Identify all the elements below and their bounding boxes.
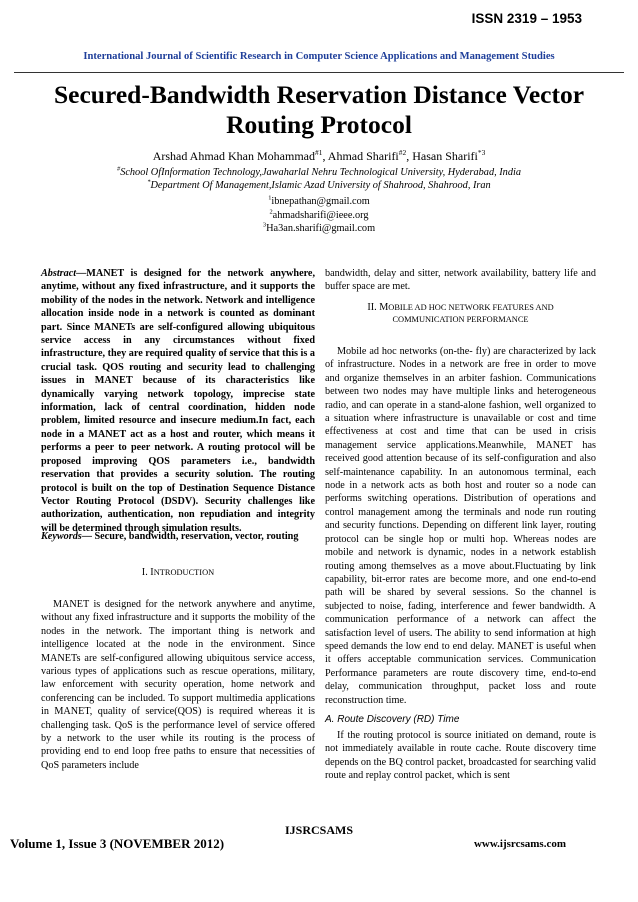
email-1 (0, 196, 638, 207)
email-2-sup: 2 (269, 208, 273, 216)
keywords-dash: — (81, 531, 92, 542)
affiliation-1 (0, 167, 638, 178)
subsection-a-heading: A. Route Discovery (RD) Time (325, 714, 460, 725)
section-1-number: I. (141, 567, 151, 578)
keywords-label: Keywords (41, 531, 82, 542)
email-1-sup: 1 (268, 194, 272, 202)
section-2-heading (325, 302, 596, 324)
email-2 (0, 210, 638, 221)
email-2-text: ahmadsharifi@ieee.org (272, 210, 369, 221)
affiliation-1-text: School OfInformation Technology,Jawaharlal Nehru Technological University, Hyderabad, India (120, 167, 521, 178)
section-1-first-letter: I (150, 567, 154, 578)
email-1-text: ibnepathan@gmail.com (271, 196, 370, 207)
issn-label: ISSN 2319 – 1953 (471, 11, 582, 26)
section-2-first-letter: M (379, 302, 389, 313)
section-2-paragraph: Mobile ad hoc networks (on-the- fly) are characterized by lack of infrastructure. Nodes in a network are free in order to move and organize themselves in an arbiter fashion. Communications between two nodes may have multiple links and heterogeneous radio, and can operate in a stand-alone fashion, well organized to a situation where infrastructure is unavailable or cost and time effectiveness at cost and time that can be used in crisis management service applications.Meanwhile, MANET has received good attention because of its self-configuration and also self-maintenance capability. In an autonomous terminal, each node in a network acts as both host and router so a node can performs switching operations. Distribution of operations and control management among the terminals and node run routing and security functions. Depending on different link layer, routing protocol can be single hop or multi hop. Whereas nodes are mobile and network is dynamic, nodes in a network establish routing among themselves as a move about.Fluctuating by link capability, bit-error rates are become more, and one end-to-end path will be shared by several sessions. So the channel is subjected to noise, fading, interference and fewer bandwidth. A communication performance of a network can affect the satisfaction level of users. The ability to send information at high speed demands the low end to end delay. MANET is useful when it offers acceptable communication services. Communication Performance parameters are route discovery time, end-to-end delay, communication throughput, packet loss and route reconstruction time. (325, 346, 596, 706)
title-line-2: Routing Protocol (226, 110, 412, 139)
abstract-label: Abstract (41, 268, 77, 279)
journal-name: International Journal of Scientific Research in Computer Science Applications and Management Studies (83, 51, 555, 62)
abstract-dash: — (76, 268, 87, 279)
subsection-a-paragraph: If the routing protocol is source initiated on demand, route is not immediately available in route cache. Route discovery time depends on the BQ control packet, broadcasted for searching valid route and replay control packet, which is sent (325, 730, 597, 782)
section-2-number: II. (367, 302, 380, 313)
section-1-heading (41, 567, 315, 578)
abstract (41, 267, 315, 535)
section-1-body (41, 598, 315, 772)
footer-volume-issue: Volume 1, Issue 3 (NOVEMBER 2012) (10, 836, 225, 851)
author-1-sup: #1 (315, 148, 323, 157)
email-3-text: Ha3an.sharifi@gmail.com (266, 223, 376, 234)
footer-journal-abbrev: IJSRCSAMS (284, 823, 353, 837)
affiliation-2-sup: * (147, 178, 151, 186)
author-separator: , (322, 149, 328, 163)
author-3-name: Hasan Sharifi (412, 149, 478, 163)
email-3-sup: 3 (262, 221, 267, 229)
author-3-sup: *3 (477, 148, 486, 157)
section-1-paragraph: MANET is designed for the network anywhere and anytime, without any fixed infrastructure and it supports the mobility of the nodes in the network. The important thing is network and intelligence located at the node in the environment. Since MANETs are self-configured allowing ubiquitous service access, various types of applications such as rescue operations, military, law enforcement with security operation, home network and conferencing can be included. To support multimedia applications in MANET, quality of service(QOS) is required whereas it is challenging task. QoS is the performance level of service offered by a network to the user while its routing is the process of providing end to end loop free paths to ensure that necessities of QoS parameters include (41, 599, 315, 771)
section-2-heading-line-1 (325, 302, 596, 313)
continuation-paragraph: bandwidth, delay and sitter, network availability, battery life and buffer space are met. (325, 268, 596, 293)
subsection-a-body (325, 729, 596, 783)
section-2-body (325, 345, 596, 707)
affiliation-2-text: Department Of Management,Islamic Azad University of Shahrood, Shahrood, Iran (150, 180, 491, 191)
author-separator: , (406, 149, 413, 163)
section-1-title: NTRODUCTION (153, 568, 215, 577)
keywords (41, 530, 315, 543)
paper-title (0, 80, 638, 140)
header-divider (14, 72, 624, 73)
keywords-text: Secure, bandwidth, reservation, vector, routing (91, 531, 299, 542)
affiliation-1-sup: # (117, 165, 121, 173)
footer-website: www.ijsrcsams.com (473, 838, 566, 850)
abstract-text: MANET is designed for the network anywhere, anytime, without any fixed infrastructure, and it supports the mobility of the nodes in the network. Network and intelligence allocation inside node in a network is counted as dominant part. Since MANETs are self-configured allowing ubiquitous service access in any circumstances without fixed infrastructure, they are required quality of service that this is a crucial task. QOS routing and security lead to challenging issues in MANET because of its characteristics like dynamically varying network topology, imprecise state information, lack of central coordination, hidden node problem, limited resource and insecure medium.In fact, each node in a MANET act as a host and router, which means it performs a peer to peer network. A routing protocol will be proposed improving QOS parameters i.e., bandwidth reservation that provides a security solution. The routing protocol is built on the top of Destination Sequence Distance Vector Routing Protocol (DSDV). Security challenges like authorization, authentication, non repudiation and integrity will be determined through simulation results. (41, 268, 315, 534)
author-2-sup: #2 (398, 148, 407, 157)
author-1-name: Arshad Ahmad Khan Mohammad (152, 149, 315, 163)
title-line-1: Secured-Bandwidth Reservation Distance Vector (53, 80, 585, 109)
author-list (0, 149, 638, 164)
author-2-name: Ahmad Sharifi (327, 149, 399, 163)
affiliation-2 (0, 180, 638, 191)
section-2-title-line-2: COMMUNICATION PERFORMANCE (392, 315, 529, 324)
section-2-title-line-1: OBILE AD HOC NETWORK FEATURES AND (388, 303, 554, 312)
email-3 (0, 223, 638, 234)
